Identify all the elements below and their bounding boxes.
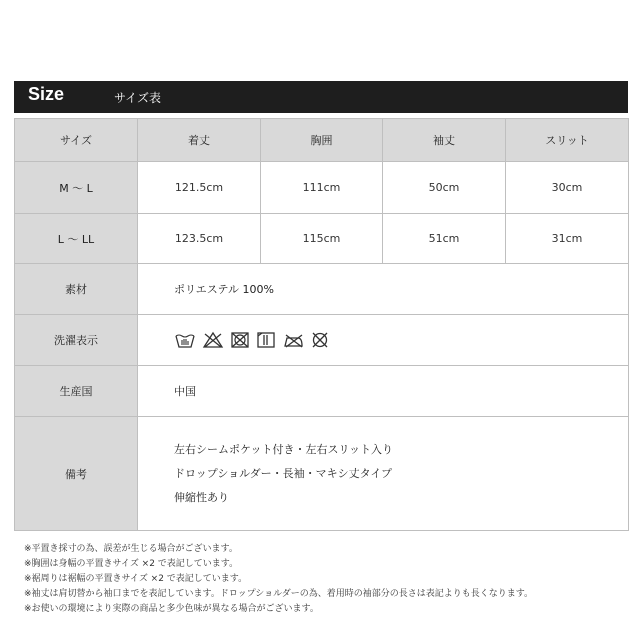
column-header-chest: 胸囲	[261, 119, 383, 162]
hang-dry-icon	[256, 331, 276, 349]
remarks-row	[15, 417, 629, 531]
footnote: ※袖丈は肩切替から袖口までを表記しています。ドロップショルダーの為、着用時の袖部分の長さは表記よりも長くなります。	[24, 589, 534, 599]
no-dry-clean-icon	[310, 331, 330, 349]
table-cell: 30cm	[506, 162, 629, 214]
column-header-length: 着丈	[138, 119, 261, 162]
size-table	[14, 118, 629, 531]
material-value: ポリエステル 100%	[138, 264, 629, 315]
footnote: ※裾周りは裾幅の平置きサイズ ×2 で表記しています。	[24, 574, 248, 584]
remarks-cell	[138, 417, 629, 531]
row-label-size: L 〜 LL	[15, 214, 138, 264]
footnote: ※お使いの環境により実際の商品と多少色味が異なる場合がございます。	[24, 604, 319, 614]
table-cell: 50cm	[383, 162, 506, 214]
remarks-line: 左右シームポケット付き・左右スリット入り	[174, 442, 394, 456]
care-icons-cell	[138, 315, 629, 366]
column-header-sleeve: 袖丈	[383, 119, 506, 162]
table-row	[15, 214, 629, 264]
no-iron-icon	[282, 331, 304, 349]
header-title: Size	[28, 84, 65, 104]
header-subtitle: サイズ表	[114, 91, 162, 105]
origin-label: 生産国	[15, 366, 138, 417]
table-header-row	[15, 119, 629, 162]
footnotes	[24, 542, 533, 617]
material-row	[15, 264, 629, 315]
footnote: ※胸囲は身幅の平置きサイズ ×2 で表記しています。	[24, 559, 239, 569]
table-cell: 51cm	[383, 214, 506, 264]
column-header-size: サイズ	[15, 119, 138, 162]
remarks-line: ドロップショルダー・長袖・マキシ丈タイプ	[174, 466, 393, 480]
table-cell: 111cm	[261, 162, 383, 214]
table-cell: 123.5cm	[138, 214, 261, 264]
care-icons	[174, 331, 628, 349]
remarks-label: 備考	[15, 417, 138, 531]
hand-wash-icon	[174, 331, 196, 349]
material-label: 素材	[15, 264, 138, 315]
table-cell: 31cm	[506, 214, 629, 264]
size-chart-header	[14, 81, 628, 113]
no-bleach-icon	[202, 331, 224, 349]
remarks-line: 伸縮性あり	[174, 490, 229, 504]
table-cell: 115cm	[261, 214, 383, 264]
care-row	[15, 315, 629, 366]
footnote: ※平置き採寸の為、誤差が生じる場合がございます。	[24, 544, 238, 554]
column-header-slit: スリット	[506, 119, 629, 162]
origin-value: 中国	[138, 366, 629, 417]
care-label: 洗濯表示	[15, 315, 138, 366]
table-cell: 121.5cm	[138, 162, 261, 214]
table-row	[15, 162, 629, 214]
row-label-size: M 〜 L	[15, 162, 138, 214]
no-tumble-dry-icon	[230, 331, 250, 349]
origin-row	[15, 366, 629, 417]
